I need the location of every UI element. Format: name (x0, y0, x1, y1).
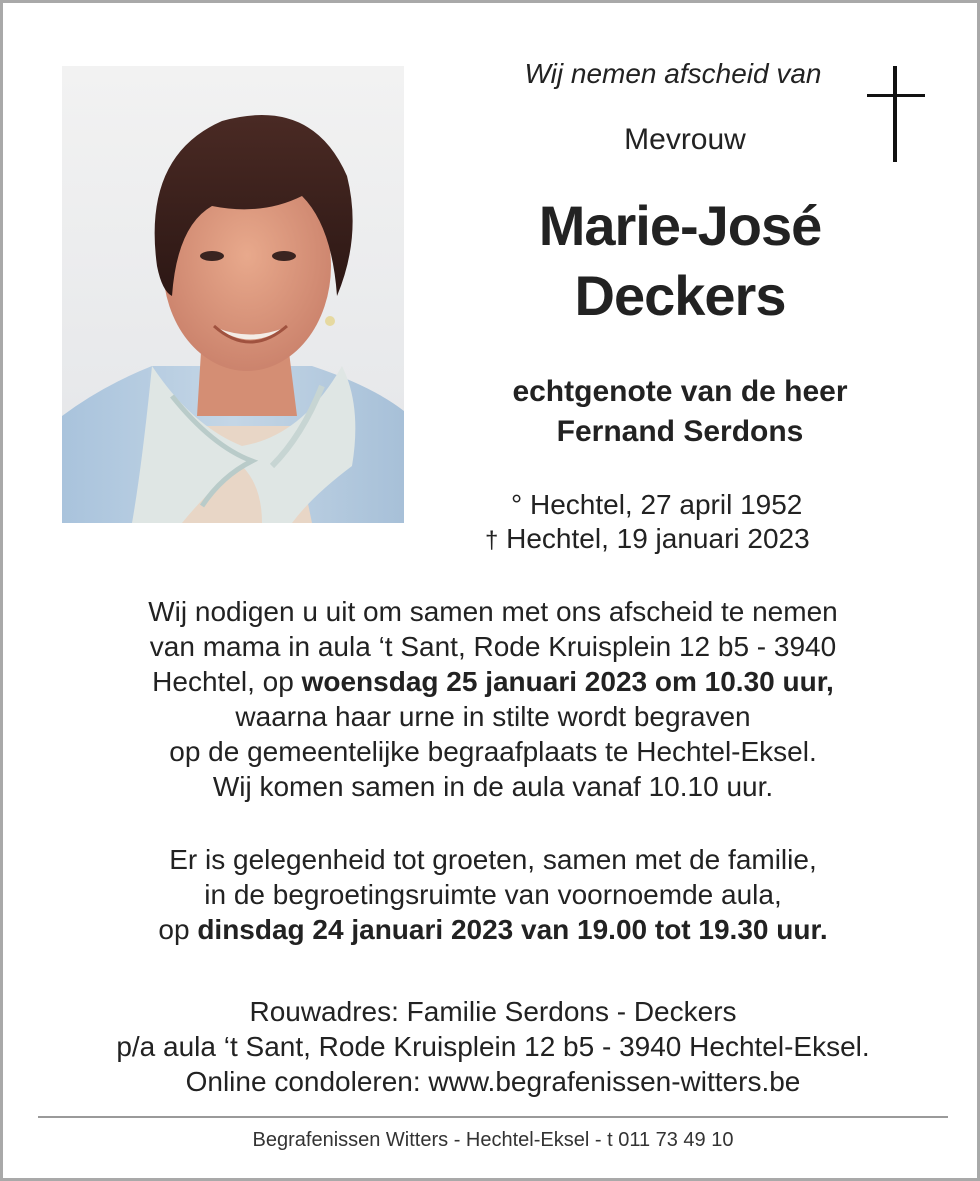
death-line (481, 522, 861, 558)
ceremony-line: Wij nodigen u uit om samen met ons afscheid te nemen (148, 596, 838, 627)
ceremony-line: waarna haar urne in stilte wordt begraven (235, 701, 751, 732)
address-paragraph (3, 994, 980, 1099)
ceremony-line: op de gemeentelijke begraafplaats te Hechtel-Eksel. (169, 736, 817, 767)
birth-symbol: ° (511, 489, 523, 520)
spouse-info (425, 372, 935, 452)
visitation-line: in de begroetingsruimte van voornoemde aula, (204, 879, 782, 910)
visitation-date: dinsdag 24 januari 2023 van 19.00 tot 19.30 uur. (197, 914, 828, 945)
intro-text: Wij nemen afscheid van (524, 58, 822, 89)
ceremony-line: Wij komen samen in de aula vanaf 10.10 uur. (212, 771, 774, 802)
life-dates (481, 488, 861, 558)
first-name: Marie-José (538, 194, 822, 257)
birth-line (481, 488, 861, 522)
visitation-line: Er is gelegenheid tot groeten, samen met de familie, (169, 844, 817, 875)
address-line: p/a aula ‘t Sant, Rode Kruisplein 12 b5 - 3940 Hechtel-Eksel. (116, 1031, 870, 1062)
ceremony-line: van mama in aula ‘t Sant, Rode Kruisplein 12 b5 - 3940 (149, 631, 837, 662)
deceased-name (480, 191, 880, 331)
ceremony-paragraph (3, 594, 980, 804)
visitation-line (3, 912, 980, 947)
spouse-line-2: Fernand Serdons (556, 415, 804, 448)
death-date: Hechtel, 19 januari 2023 (506, 523, 810, 554)
portrait-photo (62, 66, 404, 523)
visitation-paragraph (3, 842, 980, 947)
ceremony-line (3, 664, 980, 699)
ceremony-date: woensdag 25 januari 2023 om 10.30 uur, (301, 666, 834, 697)
address-line: Rouwadres: Familie Serdons - Deckers (249, 996, 737, 1027)
spouse-line-1: echtgenote van de heer (512, 375, 848, 408)
condolence-link[interactable]: Online condoleren: www.begrafenissen-witters.be (185, 1066, 801, 1097)
last-name: Deckers (574, 264, 786, 327)
divider (38, 1116, 948, 1118)
footer-text: Begrafenissen Witters - Hechtel-Eksel - t 011 73 49 10 (252, 1129, 734, 1151)
ceremony-date-prefix: Hechtel, op (152, 666, 302, 697)
birth-date: Hechtel, 27 april 1952 (529, 489, 803, 520)
visitation-date-prefix: op (158, 914, 198, 945)
dagger-icon: † (485, 527, 499, 554)
title-text: Mevrouw (624, 123, 746, 156)
